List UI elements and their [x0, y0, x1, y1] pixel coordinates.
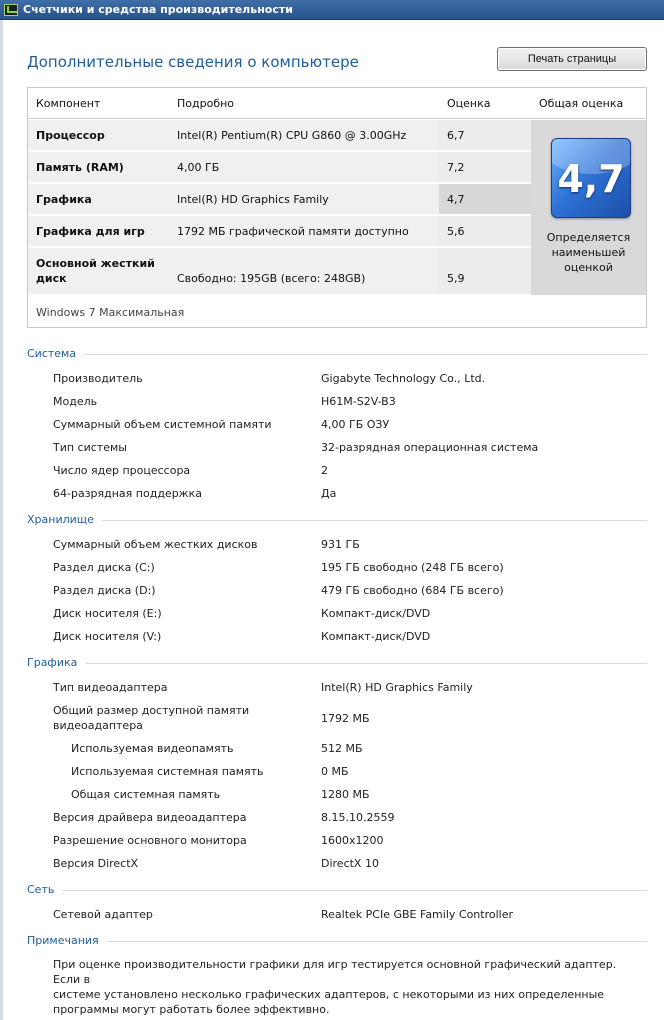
overall-score: 4,7 — [557, 157, 625, 201]
os-edition: Windows 7 Максимальная — [36, 306, 185, 319]
info-value: 0 МБ — [321, 765, 349, 778]
section-system — [27, 347, 647, 361]
info-label: Используемая видеопамять — [71, 742, 234, 755]
info-value: Компакт-диск/DVD — [321, 607, 431, 620]
info-value: 8.15.10.2559 — [321, 811, 395, 824]
component-details: Свободно: 195GB (всего: 248GB) — [177, 272, 366, 285]
info-value: 1280 МБ — [321, 788, 370, 801]
info-label: Используемая системная память — [71, 765, 264, 778]
info-value: 2 — [321, 464, 328, 477]
component-details: 1792 МБ графической памяти доступно — [177, 225, 409, 238]
info-value: Realtek PCIe GBE Family Controller — [321, 908, 514, 921]
component-label-line1: Основной жесткий — [36, 257, 155, 270]
info-value: 931 ГБ — [321, 538, 360, 551]
component-label: Графика — [36, 193, 92, 206]
component-label: Графика для игр — [36, 225, 145, 238]
component-label-line2: диск — [36, 272, 67, 285]
window-titlebar[interactable] — [0, 0, 664, 20]
info-label: Разрешение основного монитора — [53, 834, 247, 847]
info-label: Общая системная память — [71, 788, 221, 801]
score-row-graphics — [28, 184, 531, 215]
column-details: Подробно — [177, 97, 235, 110]
info-value: 1600x1200 — [321, 834, 384, 847]
info-value: 512 МБ — [321, 742, 363, 755]
section-network — [27, 883, 647, 897]
overall-score-panel — [531, 120, 646, 295]
section-graphics — [27, 656, 647, 670]
info-value: DirectX 10 — [321, 857, 379, 870]
column-overall: Общая оценка — [539, 97, 624, 110]
info-label: Суммарный объем системной памяти — [53, 418, 272, 431]
info-value: H61M-S2V-B3 — [321, 395, 396, 408]
info-label: Сетевой адаптер — [53, 908, 153, 921]
info-label: Модель — [53, 395, 98, 408]
section-title: Примечания — [27, 934, 107, 947]
component-score: 6,7 — [447, 129, 465, 142]
component-label: Память (RAM) — [36, 161, 124, 174]
info-value: Компакт-диск/DVD — [321, 630, 431, 643]
score-row-gaming-graphics — [28, 216, 531, 247]
window-left-border — [0, 20, 3, 1020]
base-score-badge[interactable] — [551, 138, 631, 218]
info-label-line1: Общий размер доступной памяти — [53, 704, 250, 717]
score-row-ram — [28, 152, 531, 183]
component-score: 7,2 — [447, 161, 465, 174]
component-details: Intel(R) HD Graphics Family — [177, 193, 329, 206]
component-score: 5,6 — [447, 225, 465, 238]
info-label: Версия DirectX — [53, 857, 139, 870]
info-label: Число ядер процессора — [53, 464, 191, 477]
info-value: Да — [321, 487, 337, 500]
info-label: Диск носителя (V:) — [53, 630, 162, 643]
component-label: Процессор — [36, 129, 105, 142]
info-label-line2: видеоадаптера — [53, 719, 143, 732]
info-label: 64-разрядная поддержка — [53, 487, 202, 500]
info-label: Производитель — [53, 372, 143, 385]
section-notes — [27, 934, 647, 948]
section-title: Графика — [27, 656, 85, 669]
performance-icon — [4, 4, 18, 16]
info-label: Суммарный объем жестких дисков — [53, 538, 258, 551]
overall-note: Определяется наименьшей оценкой — [546, 231, 631, 274]
window-title: Счетчики и средства производительности — [23, 3, 293, 16]
info-value: 195 ГБ свободно (248 ГБ всего) — [321, 561, 504, 574]
section-title: Сеть — [27, 883, 62, 896]
info-value: Gigabyte Technology Co., Ltd. — [321, 372, 486, 385]
info-value: 479 ГБ свободно (684 ГБ всего) — [321, 584, 504, 597]
info-label: Диск носителя (E:) — [53, 607, 162, 620]
info-value: 4,00 ГБ ОЗУ — [321, 418, 390, 431]
column-component: Компонент — [36, 97, 101, 110]
info-value: 1792 МБ — [321, 712, 370, 725]
info-label: Тип видеоадаптера — [53, 681, 168, 694]
notes-text: При оценке производительности графики для игр тестируется основной графический адаптер. Если в системе установлено несколько графических адаптеров, с некоторыми из них определенные программы могут работать более эффективно. — [53, 958, 617, 1016]
score-row-disk — [28, 248, 531, 295]
info-label: Тип системы — [53, 441, 127, 454]
info-value: 32-разрядная операционная система — [321, 441, 539, 454]
component-score: 5,9 — [447, 272, 465, 285]
info-label: Раздел диска (C:) — [53, 561, 155, 574]
section-title: Хранилище — [27, 513, 102, 526]
info-label: Версия драйвера видеоадаптера — [53, 811, 247, 824]
component-score: 4,7 — [447, 193, 465, 206]
info-label: Раздел диска (D:) — [53, 584, 156, 597]
section-title: Система — [27, 347, 84, 360]
info-value: Intel(R) HD Graphics Family — [321, 681, 473, 694]
print-page-button[interactable]: Печать страницы — [497, 47, 647, 71]
section-storage — [27, 513, 647, 527]
component-details: Intel(R) Pentium(R) CPU G860 @ 3.00GHz — [177, 129, 407, 142]
score-table — [27, 87, 647, 328]
component-details: 4,00 ГБ — [177, 161, 220, 174]
column-score: Оценка — [447, 97, 491, 110]
score-table-header — [28, 88, 646, 119]
page-title: Дополнительные сведения о компьютере — [27, 53, 359, 71]
score-row-cpu — [28, 120, 531, 151]
